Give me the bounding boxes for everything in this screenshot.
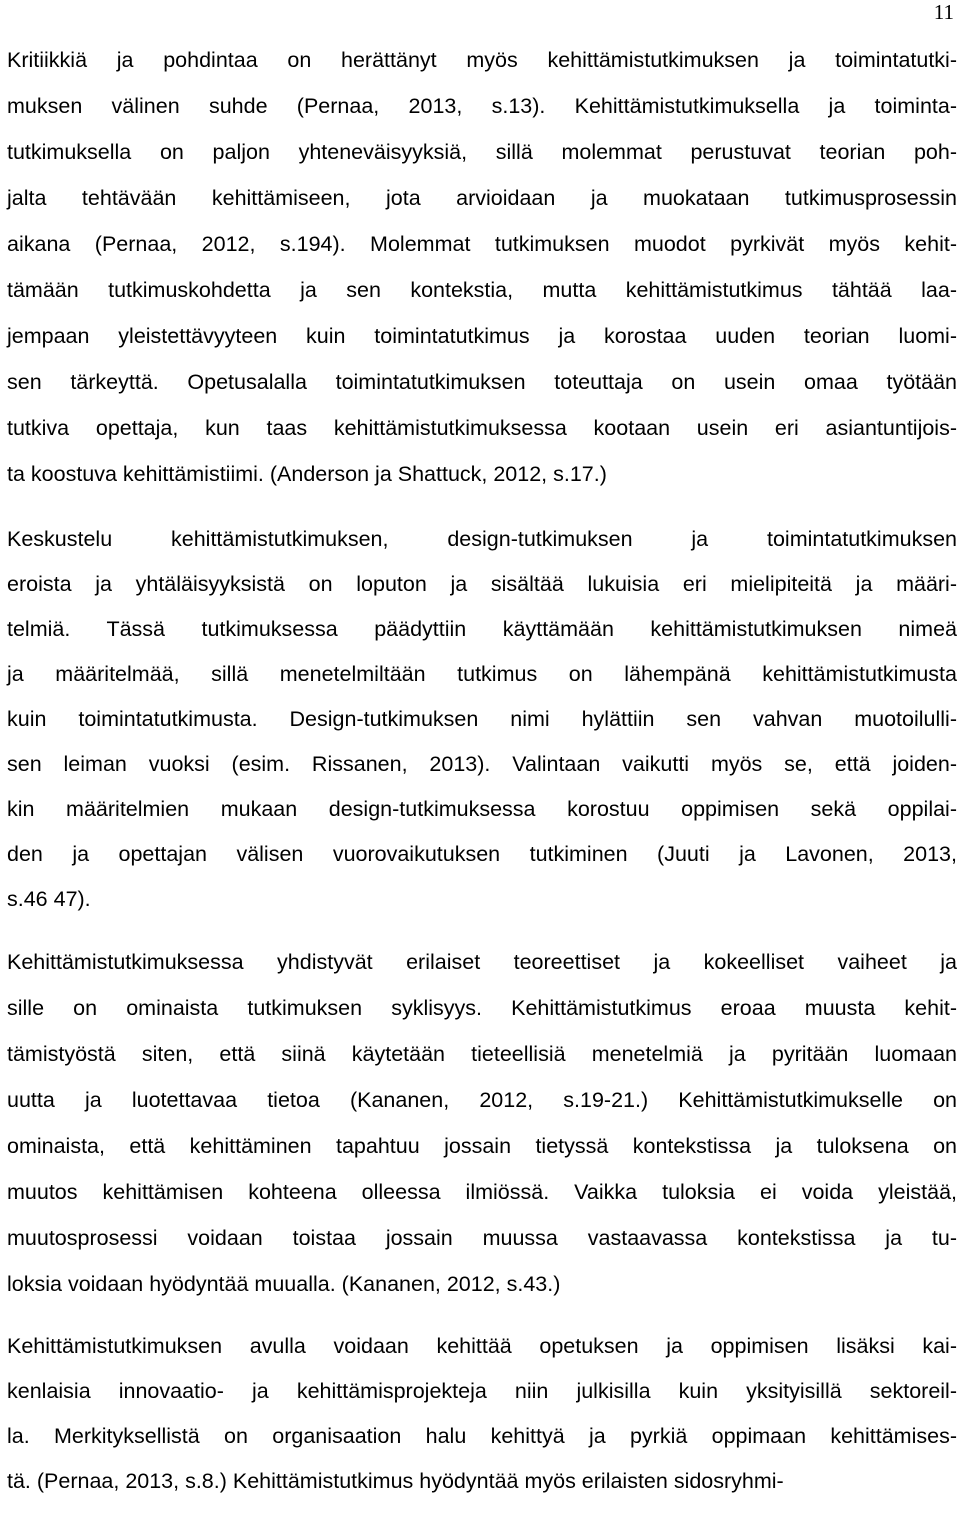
text-line: telmiä. Tässä tutkimuksessa päädyttiin käyttämään kehittämistutkimuksen nimeä (7, 617, 957, 641)
text-line: Kehittämistutkimuksen avulla voidaan kehittää opetuksen ja oppimisen lisäksi kai- (7, 1334, 957, 1358)
text-line: ta koostuva kehittämistiimi. (Anderson ja Shattuck, 2012, s.17.) (7, 462, 607, 486)
text-line: jempaan yleistettävyyteen kuin toimintatutkimus ja korostaa uuden teorian luomi- (7, 324, 957, 348)
text-line: kin määritelmien mukaan design-tutkimuksessa korostuu oppimisen sekä oppilai- (7, 797, 957, 821)
text-line: muksen välinen suhde (Pernaa, 2013, s.13). Kehittämistutkimuksella ja toiminta- (7, 94, 957, 118)
text-line: tutkimuksella on paljon yhteneväisyyksiä, sillä molemmat perustuvat teorian poh- (7, 140, 957, 164)
text-line: ja määritelmää, sillä menetelmiltään tutkimus on lähempänä kehittämistutkimusta (7, 662, 957, 686)
text-line: tä. (Pernaa, 2013, s.8.) Kehittämistutkimus hyödyntää myös erilaisten sidosryhmi- (7, 1469, 784, 1493)
text-line: tämistyöstä siten, että siinä käytetään tieteellisiä menetelmiä ja pyritään luomaan (7, 1042, 957, 1066)
page-number: 11 (933, 0, 954, 24)
text-line: eroista ja yhtäläisyyksistä on loputon ja sisältää lukuisia eri mielipiteitä ja määri- (7, 572, 957, 596)
text-line: ominaista, että kehittäminen tapahtuu jossain tietyssä kontekstissa ja tuloksena on (7, 1134, 957, 1158)
text-line: jalta tehtävään kehittämiseen, jota arvioidaan ja muokataan tutkimusprosessin (7, 186, 957, 210)
text-line: Kehittämistutkimuksessa yhdistyvät erilaiset teoreettiset ja kokeelliset vaiheet ja (7, 950, 957, 974)
text-line: s.46 47). (7, 887, 91, 911)
text-line: muutos kehittämisen kohteena olleessa ilmiössä. Vaikka tuloksia ei voida yleistää, (7, 1180, 957, 1204)
text-line: uutta ja luotettavaa tietoa (Kananen, 2012, s.19-21.) Kehittämistutkimukselle on (7, 1088, 957, 1112)
text-line: muutosprosessi voidaan toistaa jossain muussa vastaavassa kontekstissa ja tu- (7, 1226, 957, 1250)
text-line: kenlaisia innovaatio- ja kehittämisprojekteja niin julkisilla kuin yksityisillä sektoreil- (7, 1379, 957, 1403)
text-line: sen leiman vuoksi (esim. Rissanen, 2013). Valintaan vaikutti myös se, että joiden- (7, 752, 957, 776)
text-line: den ja opettajan välisen vuorovaikutuksen tutkiminen (Juuti ja Lavonen, 2013, (7, 842, 957, 866)
text-line: tämään tutkimuskohdetta ja sen kontekstia, mutta kehittämistutkimus tähtää laa- (7, 278, 957, 302)
text-line: kuin toimintatutkimusta. Design-tutkimuksen nimi hylättiin sen vahvan muotoilulli- (7, 707, 957, 731)
text-line: tutkiva opettaja, kun taas kehittämistutkimuksessa kootaan usein eri asiantuntijois- (7, 416, 957, 440)
text-line: Kritiikkiä ja pohdintaa on herättänyt myös kehittämistutkimuksen ja toimintatutki- (7, 48, 957, 72)
text-line: sille on ominaista tutkimuksen syklisyys. Kehittämistutkimus eroaa muusta kehit- (7, 996, 957, 1020)
text-line: sen tärkeyttä. Opetusalalla toimintatutkimuksen toteuttaja on usein omaa työtään (7, 370, 957, 394)
text-line: la. Merkityksellistä on organisaation halu kehittyä ja pyrkiä oppimaan kehittämises- (7, 1424, 957, 1448)
text-line: loksia voidaan hyödyntää muualla. (Kananen, 2012, s.43.) (7, 1272, 561, 1296)
text-line: Keskustelu kehittämistutkimuksen, design-tutkimuksen ja toimintatutkimuksen (7, 527, 957, 551)
text-line: aikana (Pernaa, 2012, s.194). Molemmat tutkimuksen muodot pyrkivät myös kehit- (7, 232, 957, 256)
